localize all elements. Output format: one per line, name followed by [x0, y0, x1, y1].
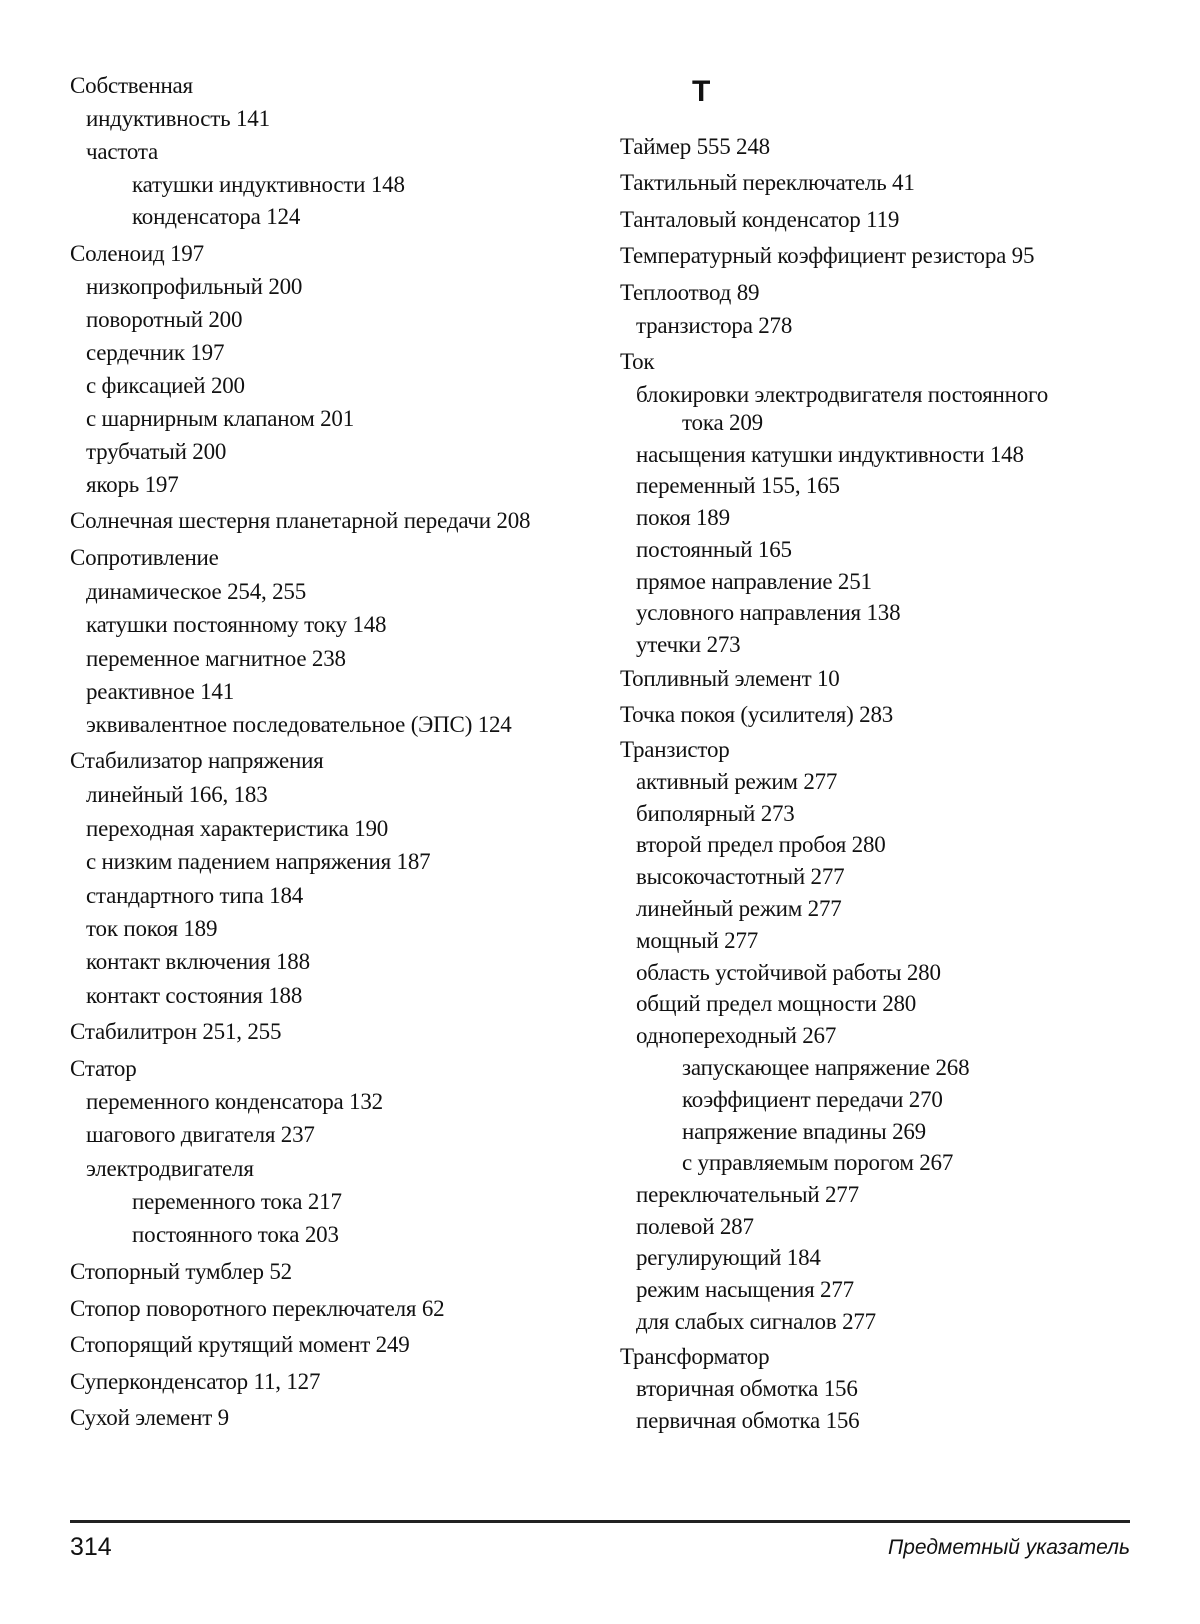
index-heading: Точка покоя (усилителя) 283: [620, 702, 894, 727]
index-subentry: вторичная обмотка 156: [636, 1376, 858, 1401]
index-subentry: с фиксацией 200: [86, 373, 245, 398]
index-subentry: стандартного типа 184: [86, 883, 304, 908]
index-subentry: низкопрофильный 200: [86, 274, 303, 299]
index-heading: Теплоотвод 89: [620, 280, 760, 305]
index-subentry: ток покоя 189: [86, 916, 218, 941]
index-subentry: сердечник 197: [86, 340, 225, 365]
index-subentry: контакт включения 188: [86, 949, 310, 974]
index-subentry: насыщения катушки индуктивности 148: [636, 442, 1024, 467]
section-letter: Т: [692, 75, 711, 108]
index-subentry: шагового двигателя 237: [86, 1122, 315, 1147]
index-heading: Танталовый конденсатор 119: [620, 207, 900, 232]
index-heading: Суперконденсатор 11, 127: [70, 1369, 321, 1394]
index-subentry: реактивное 141: [86, 679, 235, 704]
index-subentry: переменный 155, 165: [636, 473, 840, 498]
index-subentry: блокировки электродвигателя постоянного: [636, 382, 1049, 407]
index-subentry: частота: [86, 139, 159, 164]
index-heading: Температурный коэффициент резистора 95: [620, 243, 1035, 268]
index-subentry: конденсатора 124: [132, 204, 301, 229]
index-subentry: контакт состояния 188: [86, 983, 303, 1008]
index-heading: Соленоид 197: [70, 241, 204, 266]
index-subentry: общий предел мощности 280: [636, 991, 917, 1016]
index-subentry: линейный 166, 183: [86, 782, 268, 807]
index-subentry: постоянный 165: [636, 537, 792, 562]
index-subentry: транзистора 278: [636, 313, 793, 338]
index-subentry: переменного тока 217: [132, 1189, 342, 1214]
index-heading: Стопор поворотного переключателя 62: [70, 1296, 445, 1321]
index-subentry: активный режим 277: [636, 769, 838, 794]
index-heading: Стопорящий крутящий момент 249: [70, 1332, 410, 1357]
index-heading: Трансформатор: [620, 1344, 770, 1369]
index-heading: Солнечная шестерня планетарной передачи 208: [70, 508, 531, 533]
index-subentry: для слабых сигналов 277: [636, 1309, 876, 1334]
index-subentry: напряжение впадины 269: [682, 1119, 926, 1144]
index-subentry: с шарнирным клапаном 201: [86, 406, 355, 431]
index-heading: Сопротивление: [70, 545, 219, 570]
index-subentry: условного направления 138: [636, 600, 901, 625]
index-subentry: постоянного тока 203: [132, 1222, 339, 1247]
index-subentry: второй предел пробоя 280: [636, 832, 886, 857]
index-subentry: полевой 287: [636, 1214, 754, 1239]
index-heading: Собственная: [70, 73, 193, 98]
index-heading: Стопорный тумблер 52: [70, 1259, 292, 1284]
index-subentry: однопереходный 267: [636, 1023, 837, 1048]
index-subentry: индуктивность 141: [86, 106, 270, 131]
index-subentry: область устойчивой работы 280: [636, 960, 941, 985]
index-subentry: коэффициент передачи 270: [682, 1087, 943, 1112]
index-subentry: с низким падением напряжения 187: [86, 849, 431, 874]
index-subentry: якорь 197: [86, 472, 179, 497]
index-subentry: биполярный 273: [636, 801, 795, 826]
index-subentry: электродвигателя: [86, 1156, 254, 1181]
index-heading: Таймер 555 248: [620, 134, 770, 159]
index-subentry: переключательный 277: [636, 1182, 859, 1207]
index-subentry: переменное магнитное 238: [86, 646, 346, 671]
index-subentry: катушки индуктивности 148: [132, 172, 405, 197]
index-subentry: первичная обмотка 156: [636, 1408, 860, 1433]
index-subentry: поворотный 200: [86, 307, 243, 332]
page-number: 314: [70, 1533, 112, 1561]
index-heading: Топливный элемент 10: [620, 666, 840, 691]
index-heading: Сухой элемент 9: [70, 1405, 229, 1430]
index-heading: Ток: [620, 349, 655, 374]
index-subentry: динамическое 254, 255: [86, 579, 306, 604]
running-title: Предметный указатель: [887, 1536, 1130, 1559]
index-subentry: регулирующий 184: [636, 1245, 821, 1270]
index-subentry: запускающее напряжение 268: [682, 1055, 970, 1080]
index-subentry: прямое направление 251: [636, 569, 872, 594]
index-heading: Стабилитрон 251, 255: [70, 1019, 282, 1044]
index-subentry: высокочастотный 277: [636, 864, 845, 889]
footer-rule: [70, 1520, 1130, 1523]
index-entry-continuation: тока 209: [682, 410, 763, 435]
index-subentry: режим насыщения 277: [636, 1277, 854, 1302]
index-subentry: катушки постоянному току 148: [86, 612, 387, 637]
index-heading: Транзистор: [620, 737, 730, 762]
index-heading: Статор: [70, 1056, 137, 1081]
index-subentry: переменного конденсатора 132: [86, 1089, 383, 1114]
index-subentry: покоя 189: [636, 505, 730, 530]
index-subentry: линейный режим 277: [636, 896, 842, 921]
index-subentry: переходная характеристика 190: [86, 816, 389, 841]
index-heading: Тактильный переключатель 41: [620, 170, 915, 195]
index-subentry: трубчатый 200: [86, 439, 227, 464]
index-subentry: мощный 277: [636, 928, 759, 953]
index-subentry: утечки 273: [636, 632, 741, 657]
index-subentry: эквивалентное последовательное (ЭПС) 124: [86, 712, 512, 737]
index-subentry: с управляемым порогом 267: [682, 1150, 954, 1175]
index-heading: Стабилизатор напряжения: [70, 748, 324, 773]
